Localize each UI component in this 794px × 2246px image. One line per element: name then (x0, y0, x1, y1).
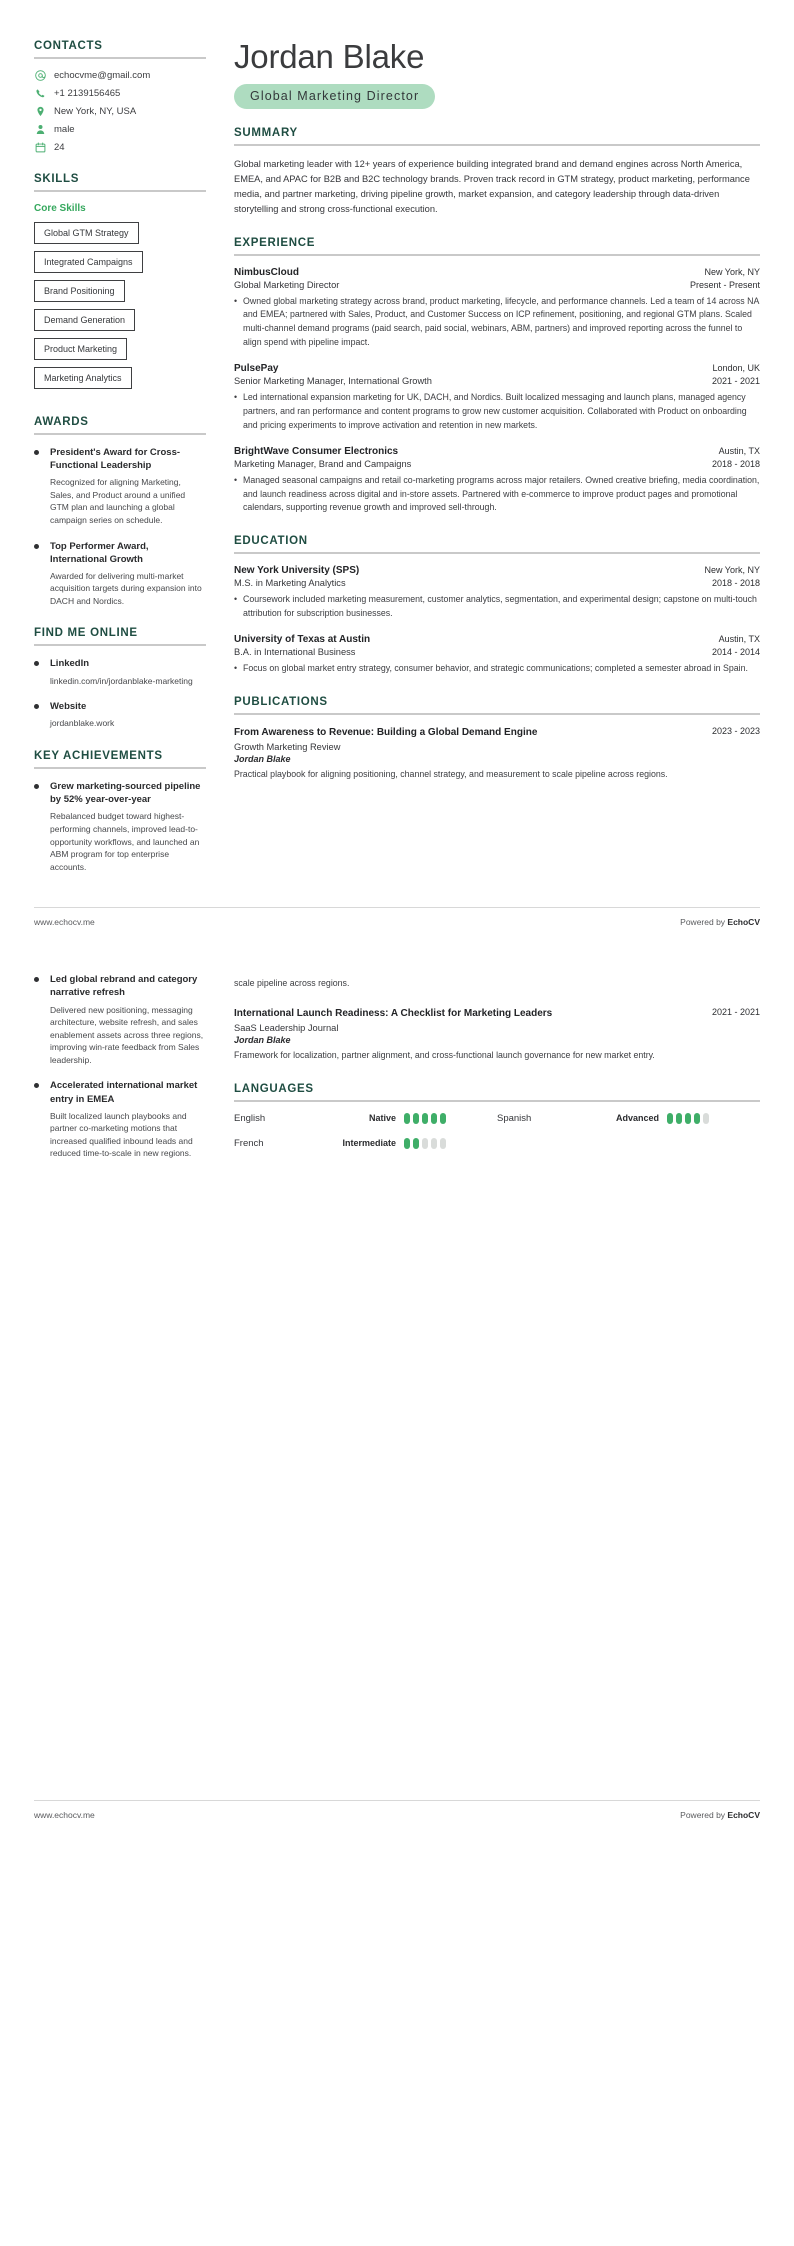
publication-date: 2021 - 2021 (711, 1006, 760, 1017)
rating-dot (404, 1138, 410, 1149)
online-url[interactable]: jordanblake.work (50, 718, 115, 729)
publication-journal: SaaS Leadership Journal (234, 1022, 339, 1033)
education-section (234, 535, 760, 676)
contact-email[interactable] (34, 70, 206, 81)
skill-tag[interactable]: Brand Positioning (34, 280, 125, 302)
rating-dot (440, 1138, 446, 1149)
rating-dot (404, 1113, 410, 1124)
experience-location: New York, NY (704, 266, 760, 277)
publication-date: 2023 - 2023 (711, 725, 760, 736)
language-level: Intermediate (342, 1138, 396, 1149)
footer-powered (680, 917, 760, 927)
education-bullets (234, 662, 760, 676)
bullet-item (234, 295, 760, 350)
bullet-dot-icon: • (234, 295, 238, 306)
summary-text: Global marketing leader with 12+ years of experience building integrated brand and demand engines across North America, EMEA, and APAC for B2B and B2C technology brands. Proven track record in GTM strategy, product marketing, performance media, and partner marketing, driving pipeline growth, market expansion, and category leadership through data-driven storytelling and strong cross-functional execution. (234, 158, 750, 214)
contact-gender-value: male (54, 124, 75, 135)
award-item (34, 446, 206, 527)
skill-tag[interactable]: Integrated Campaigns (34, 251, 143, 273)
footer-page-1 (34, 907, 760, 937)
skill-tag[interactable]: Demand Generation (34, 309, 135, 331)
role-badge: Global Marketing Director (234, 84, 435, 109)
experience-org: NimbusCloud (234, 266, 299, 278)
contacts-section (34, 40, 206, 153)
page-2 (0, 959, 794, 1180)
bullet-dot-icon: • (234, 475, 238, 486)
education-divider (234, 552, 760, 554)
publication-desc-continued: scale pipeline across regions. (234, 978, 350, 989)
achievement-item (34, 973, 206, 1066)
location-icon (34, 106, 47, 117)
publications-continued (234, 1007, 760, 1063)
education-org: New York University (SPS) (234, 565, 360, 577)
language-rating (404, 1113, 446, 1124)
footer-brand: EchoCV (727, 1809, 760, 1820)
bullet-dot-icon (34, 657, 44, 687)
bullet-item (234, 474, 760, 515)
bullet-dot-icon: • (234, 663, 238, 674)
contact-phone[interactable] (34, 88, 206, 99)
experience-bullets (234, 474, 760, 515)
experience-divider (234, 254, 760, 256)
language-row (234, 1138, 760, 1149)
achievement-desc: Delivered new positioning, messaging architecture, website refresh, and sales enablement assets across three regions, improving win-rate feedback from Sales leadership. (50, 1004, 204, 1065)
rating-dot (676, 1113, 682, 1124)
education-title: EDUCATION (234, 535, 308, 548)
contact-phone-value: +1 2139156465 (54, 88, 121, 99)
summary-section (234, 127, 760, 217)
bullet-text: Owned global marketing strategy across brand, product marketing, lifecycle, and performance channels. Led a team of 14 across NA and EMEA; partnered with Sales, Product, and Customer Success on ICP refinement, positioning, and regional GTM plans. Scaled multi-channel demand programs (paid search, paid social, webinars, ABM, partners) and improved reporting across the funnel to align spend with pipeline impact. (243, 295, 759, 347)
skill-tag[interactable]: Global GTM Strategy (34, 222, 139, 244)
publication-title: International Launch Readiness: A Checklist for Marketing Leaders (234, 1007, 553, 1019)
publication-journal: Growth Marketing Review (234, 741, 341, 752)
skills-divider (34, 190, 206, 192)
footer-site[interactable]: www.echocv.me (34, 1809, 95, 1820)
rating-dot (667, 1113, 673, 1124)
footer-powered (680, 1810, 760, 1820)
education-date: 2014 - 2014 (711, 647, 760, 658)
sidebar (34, 40, 220, 893)
skill-tag[interactable]: Marketing Analytics (34, 367, 132, 389)
achievement-desc: Rebalanced budget toward highest-performing channels, improved lead-to-opportunity workflows, and launched an ABM program for top enterprise accounts. (50, 811, 200, 872)
bullet-dot-icon: • (234, 594, 238, 605)
experience-date: 2021 - 2021 (711, 376, 760, 387)
page-break (0, 937, 794, 959)
publications-section (234, 696, 760, 782)
achievement-title: Accelerated international market entry in EMEA (50, 1080, 198, 1105)
achievements-continued (34, 973, 206, 1160)
achievement-title: Led global rebrand and category narrative refresh (50, 974, 198, 999)
achievement-title: Grew marketing-sourced pipeline by 52% year-over-year (50, 781, 201, 806)
achievement-item (34, 1079, 206, 1160)
awards-section (34, 416, 206, 607)
email-icon (34, 70, 47, 81)
experience-role: Global Marketing Director (234, 279, 340, 290)
publication-title: From Awareness to Revenue: Building a Global Demand Engine (234, 726, 538, 738)
award-desc: Recognized for aligning Marketing, Sales, and Product around a unified GTM plan and launching a global campaign series on schedule. (50, 477, 186, 525)
experience-org: PulsePay (234, 363, 279, 375)
language-name: Spanish (497, 1112, 532, 1124)
publication-author: Jordan Blake (234, 1034, 291, 1045)
award-item (34, 540, 206, 608)
education-location: Austin, TX (718, 634, 760, 645)
contact-age-value: 24 (54, 142, 65, 153)
online-label: LinkedIn (50, 658, 90, 670)
rating-dot (422, 1113, 428, 1124)
contact-location[interactable] (34, 106, 206, 117)
contact-gender[interactable] (34, 124, 206, 135)
bullet-dot-icon (34, 446, 44, 527)
footer-site[interactable]: www.echocv.me (34, 917, 95, 928)
publications-title: PUBLICATIONS (234, 695, 328, 708)
achievements-title: KEY ACHIEVEMENTS (34, 750, 163, 763)
summary-divider (234, 144, 760, 146)
languages-divider (234, 1100, 760, 1102)
experience-date: 2018 - 2018 (711, 459, 760, 470)
languages-section (234, 1083, 760, 1149)
experience-entry (234, 446, 760, 515)
publication-author: Jordan Blake (234, 753, 291, 764)
bullet-dot-icon (34, 1079, 44, 1160)
languages-title: LANGUAGES (234, 1082, 314, 1095)
achievements-section (34, 750, 206, 873)
rating-dot (694, 1113, 700, 1124)
award-title: Top Performer Award, International Growth (50, 540, 149, 565)
rating-dot (703, 1113, 709, 1124)
online-title: FIND ME ONLINE (34, 627, 138, 640)
experience-entry (234, 267, 760, 350)
awards-title: AWARDS (34, 416, 89, 428)
online-url[interactable]: linkedin.com/in/jordanblake-marketing (50, 675, 193, 686)
experience-bullets (234, 295, 760, 350)
experience-entry (234, 363, 760, 432)
summary-title: SUMMARY (234, 126, 298, 139)
bullet-item (234, 662, 760, 676)
online-divider (34, 644, 206, 646)
bullet-dot-icon (34, 973, 44, 1066)
contact-email-value: echocvme@gmail.com (54, 70, 151, 81)
contacts-title: CONTACTS (34, 40, 103, 52)
person-icon (34, 124, 47, 135)
rating-dot (685, 1113, 691, 1124)
main-column (220, 40, 760, 802)
achievement-item (34, 780, 206, 873)
experience-location: Austin, TX (718, 446, 760, 457)
language-row (234, 1113, 760, 1124)
award-title: President's Award for Cross-Functional Leadership (50, 447, 181, 472)
skills-title: SKILLS (34, 173, 80, 185)
publication-entry (234, 1007, 760, 1063)
bullet-text: Focus on global market entry strategy, consumer behavior, and strategic communications; completed a semester abroad in Spain. (243, 663, 748, 674)
education-degree: M.S. in Marketing Analytics (234, 578, 346, 589)
contact-location-value: New York, NY, USA (54, 106, 137, 117)
experience-role: Senior Marketing Manager, International Growth (234, 376, 432, 387)
skills-group-label: Core Skills (34, 203, 86, 214)
awards-divider (34, 433, 206, 435)
rating-dot (413, 1138, 419, 1149)
language-level: Advanced (615, 1113, 659, 1124)
rating-dot (422, 1138, 428, 1149)
online-label: Website (50, 701, 87, 713)
bullet-dot-icon (34, 780, 44, 873)
bullet-dot-icon: • (234, 392, 238, 403)
calendar-icon (34, 142, 47, 153)
education-org: University of Texas at Austin (234, 634, 371, 646)
online-item-website[interactable] (34, 700, 206, 730)
bullet-text: Managed seasonal campaigns and retail co-marketing programs across major retailers. Owned creative briefing, media coordination, and launch readiness across digital and in-store assets. Partnered with e-commerce to improve product pages and promotional calendars, supporting revenue growth and improved sell-through. (243, 475, 760, 513)
experience-date: Present - Present (689, 279, 760, 290)
experience-bullets (234, 391, 760, 432)
bullet-dot-icon (34, 700, 44, 730)
footer-page-2 (34, 1800, 760, 1830)
online-section (34, 627, 206, 730)
publication-desc: Framework for localization, partner alignment, and cross-functional launch governance for new market entry. (234, 1049, 655, 1060)
skills-section (34, 173, 206, 396)
rating-dot (413, 1113, 419, 1124)
experience-role: Marketing Manager, Brand and Campaigns (234, 459, 412, 470)
achievements-divider (34, 767, 206, 769)
bullet-item (234, 593, 760, 620)
publications-divider (234, 713, 760, 715)
online-item-linkedin[interactable] (34, 657, 206, 687)
bullet-text: Coursework included marketing measurement, customer analytics, segmentation, and experimental design; capstone on multi-touch attribution for subscription businesses. (243, 594, 757, 618)
education-location: New York, NY (704, 565, 760, 576)
language-rating (667, 1113, 709, 1124)
experience-section (234, 237, 760, 515)
experience-org: BrightWave Consumer Electronics (234, 446, 399, 458)
page-1 (0, 0, 794, 893)
main-column-continued (220, 973, 760, 1168)
language-rating (404, 1138, 446, 1149)
award-desc: Awarded for delivering multi-market acquisition targets during expansion into DACH and Nordics. (50, 570, 202, 606)
experience-title: EXPERIENCE (234, 236, 316, 249)
bullet-item (234, 391, 760, 432)
phone-icon (34, 88, 47, 99)
publication-entry (234, 726, 760, 782)
contacts-divider (34, 57, 206, 59)
bullet-dot-icon (34, 540, 44, 608)
footer-powered-prefix: Powered by (680, 917, 728, 928)
sidebar-continued (34, 973, 220, 1180)
education-date: 2018 - 2018 (711, 578, 760, 589)
achievement-desc: Built localized launch playbooks and partner co-marketing motions that increased qualified inbound leads and reduced time-to-scale in new regions. (50, 1110, 193, 1159)
rating-dot (440, 1113, 446, 1124)
language-level: Native (368, 1113, 396, 1124)
language-name: English (234, 1112, 266, 1124)
footer-brand: EchoCV (727, 917, 760, 928)
bullet-text: Led international expansion marketing for UK, DACH, and Nordics. Built localized messaging and launch plans, managed agency partners, and ran performance and content programs to grow new customer acquisition. Collaborated with Product on onboarding and pricing experiments to improve activation and retention in new markets. (243, 392, 747, 430)
education-bullets (234, 593, 760, 620)
rating-dot (431, 1138, 437, 1149)
experience-location: London, UK (712, 363, 760, 374)
language-name: French (234, 1137, 264, 1149)
page-title: Jordan Blake (234, 38, 425, 75)
footer-powered-prefix: Powered by (680, 1809, 728, 1820)
education-entry (234, 565, 760, 620)
skill-tag-list (34, 222, 206, 396)
rating-dot (431, 1113, 437, 1124)
education-degree: B.A. in International Business (234, 647, 356, 658)
skill-tag[interactable]: Product Marketing (34, 338, 127, 360)
contact-age[interactable] (34, 142, 206, 153)
education-entry (234, 634, 760, 676)
publication-desc: Practical playbook for aligning positioning, channel strategy, and measurement to scale pipeline across regions. (234, 768, 668, 779)
